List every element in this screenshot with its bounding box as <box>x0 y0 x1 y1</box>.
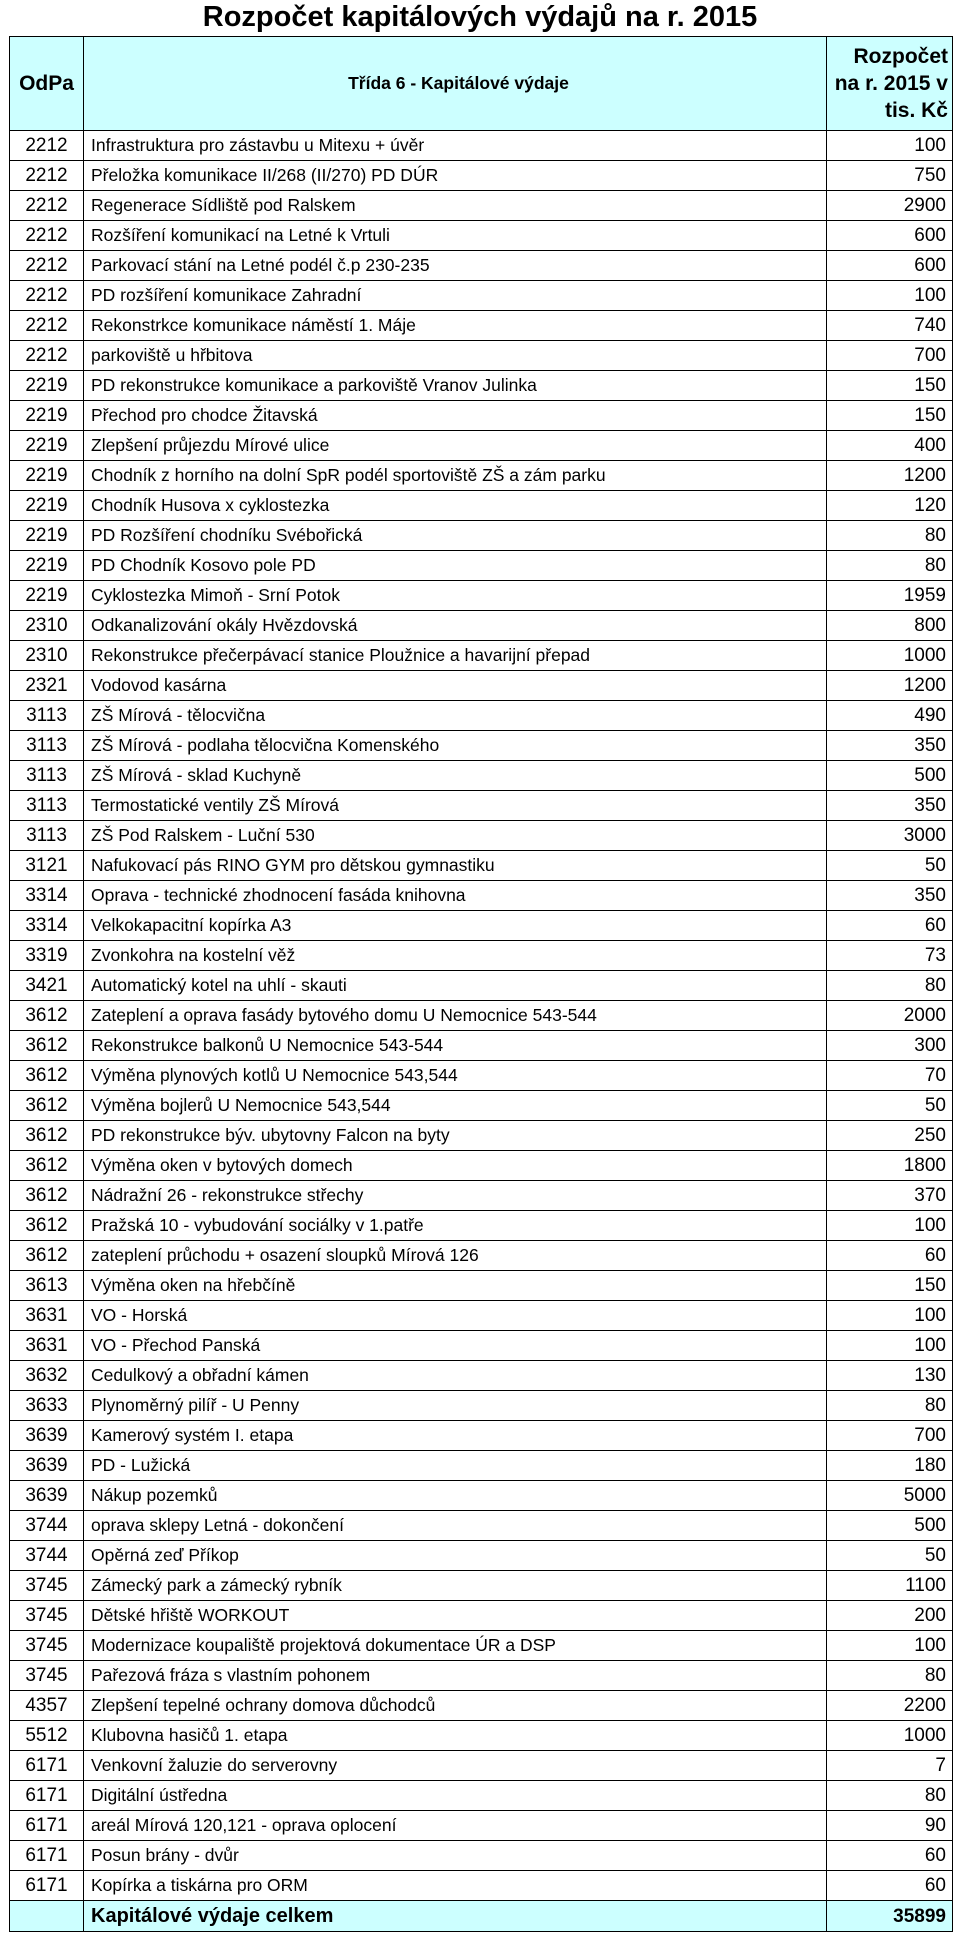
item-name-cell: ZŠ Mírová - sklad Kuchyně <box>84 761 827 791</box>
table-row <box>10 521 953 551</box>
amount-cell: 70 <box>827 1061 953 1091</box>
table-row <box>10 311 953 341</box>
item-name-cell: Rekonstrkce komunikace náměstí 1. Máje <box>84 311 827 341</box>
table-row <box>10 941 953 971</box>
item-name-cell: Zámecký park a zámecký rybník <box>84 1571 827 1601</box>
table-row <box>10 1421 953 1451</box>
amount-cell: 700 <box>827 1421 953 1451</box>
table-row <box>10 1871 953 1901</box>
table-row <box>10 551 953 581</box>
odpa-cell: 2219 <box>10 371 84 401</box>
odpa-cell: 2219 <box>10 521 84 551</box>
amount-cell: 100 <box>827 131 953 161</box>
item-name-cell: Rozšíření komunikací na Letné k Vrtuli <box>84 221 827 251</box>
table-row <box>10 1181 953 1211</box>
table-row <box>10 1031 953 1061</box>
table-row <box>10 341 953 371</box>
item-name-cell: Parkovací stání na Letné podél č.p 230-235 <box>84 251 827 281</box>
amount-cell: 5000 <box>827 1481 953 1511</box>
odpa-cell: 3612 <box>10 1151 84 1181</box>
table-row <box>10 821 953 851</box>
item-name-cell: ZŠ Mírová - tělocvična <box>84 701 827 731</box>
table-row <box>10 251 953 281</box>
item-name-cell: Výměna oken na hřebčíně <box>84 1271 827 1301</box>
odpa-cell: 3421 <box>10 971 84 1001</box>
odpa-cell: 3633 <box>10 1391 84 1421</box>
table-header <box>10 37 953 131</box>
amount-cell: 90 <box>827 1811 953 1841</box>
odpa-cell: 6171 <box>10 1781 84 1811</box>
table-row <box>10 1691 953 1721</box>
amount-cell: 1200 <box>827 671 953 701</box>
item-name-cell: Zlepšení průjezdu Mírové ulice <box>84 431 827 461</box>
odpa-cell: 3612 <box>10 1031 84 1061</box>
amount-cell: 150 <box>827 401 953 431</box>
amount-cell: 1000 <box>827 641 953 671</box>
table-row <box>10 1571 953 1601</box>
odpa-cell: 3612 <box>10 1001 84 1031</box>
item-name-cell: Termostatické ventily ZŠ Mírová <box>84 791 827 821</box>
item-name-cell: Zvonkohra na kostelní věž <box>84 941 827 971</box>
amount-cell: 250 <box>827 1121 953 1151</box>
table-row <box>10 1241 953 1271</box>
table-row <box>10 1451 953 1481</box>
table-row <box>10 671 953 701</box>
amount-cell: 800 <box>827 611 953 641</box>
item-name-cell: Výměna bojlerů U Nemocnice 543,544 <box>84 1091 827 1121</box>
header-row <box>10 37 953 131</box>
amount-cell: 2900 <box>827 191 953 221</box>
item-name-cell: Opěrná zeď Příkop <box>84 1541 827 1571</box>
table-row <box>10 1091 953 1121</box>
table-row <box>10 1271 953 1301</box>
table-row <box>10 1391 953 1421</box>
item-name-cell: zateplení průchodu + osazení sloupků Mírová 126 <box>84 1241 827 1271</box>
table-row <box>10 191 953 221</box>
amount-cell: 750 <box>827 161 953 191</box>
odpa-cell: 3314 <box>10 911 84 941</box>
item-name-cell: Posun brány - dvůr <box>84 1841 827 1871</box>
table-row <box>10 1781 953 1811</box>
odpa-cell: 3639 <box>10 1451 84 1481</box>
header-odpa: OdPa <box>10 37 84 131</box>
item-name-cell: Cedulkový a obřadní kámen <box>84 1361 827 1391</box>
odpa-cell: 2310 <box>10 641 84 671</box>
table-row <box>10 1661 953 1691</box>
item-name-cell: Přechod pro chodce Žitavská <box>84 401 827 431</box>
table-row <box>10 371 953 401</box>
item-name-cell: Regenerace Sídliště pod Ralskem <box>84 191 827 221</box>
item-name-cell: Rekonstrukce balkonů U Nemocnice 543-544 <box>84 1031 827 1061</box>
total-amount: 35899 <box>827 1901 953 1932</box>
table-row <box>10 1121 953 1151</box>
item-name-cell: Nákup pozemků <box>84 1481 827 1511</box>
item-name-cell: PD Chodník Kosovo pole PD <box>84 551 827 581</box>
odpa-cell: 2212 <box>10 311 84 341</box>
budget-table <box>9 36 953 1932</box>
amount-cell: 60 <box>827 1841 953 1871</box>
odpa-cell: 3631 <box>10 1301 84 1331</box>
odpa-cell: 3631 <box>10 1331 84 1361</box>
amount-cell: 1200 <box>827 461 953 491</box>
odpa-cell: 2219 <box>10 581 84 611</box>
item-name-cell: VO - Přechod Panská <box>84 1331 827 1361</box>
amount-cell: 600 <box>827 251 953 281</box>
item-name-cell: areál Mírová 120,121 - oprava oplocení <box>84 1811 827 1841</box>
amount-cell: 80 <box>827 1391 953 1421</box>
odpa-cell: 3744 <box>10 1541 84 1571</box>
amount-cell: 370 <box>827 1181 953 1211</box>
amount-cell: 490 <box>827 701 953 731</box>
table-row <box>10 281 953 311</box>
amount-cell: 2200 <box>827 1691 953 1721</box>
odpa-cell: 2212 <box>10 191 84 221</box>
amount-cell: 60 <box>827 1241 953 1271</box>
amount-cell: 1000 <box>827 1721 953 1751</box>
odpa-cell: 3639 <box>10 1481 84 1511</box>
item-name-cell: Odkanalizování okály Hvězdovská <box>84 611 827 641</box>
amount-cell: 150 <box>827 1271 953 1301</box>
amount-cell: 2000 <box>827 1001 953 1031</box>
odpa-cell: 2219 <box>10 491 84 521</box>
odpa-cell: 2219 <box>10 551 84 581</box>
header-class: Třída 6 - Kapitálové výdaje <box>84 37 827 131</box>
item-name-cell: Kopírka a tiskárna pro ORM <box>84 1871 827 1901</box>
odpa-cell: 3612 <box>10 1211 84 1241</box>
table-row <box>10 1541 953 1571</box>
amount-cell: 73 <box>827 941 953 971</box>
odpa-cell: 2219 <box>10 431 84 461</box>
table-row <box>10 1601 953 1631</box>
total-row <box>10 1901 953 1932</box>
amount-cell: 600 <box>827 221 953 251</box>
amount-cell: 740 <box>827 311 953 341</box>
odpa-cell: 2321 <box>10 671 84 701</box>
odpa-cell: 3745 <box>10 1661 84 1691</box>
table-row <box>10 1811 953 1841</box>
item-name-cell: PD - Lužická <box>84 1451 827 1481</box>
odpa-cell: 3744 <box>10 1511 84 1541</box>
odpa-cell: 2212 <box>10 221 84 251</box>
table-row <box>10 431 953 461</box>
table-row <box>10 221 953 251</box>
table-row <box>10 1481 953 1511</box>
item-name-cell: PD Rozšíření chodníku Svébořická <box>84 521 827 551</box>
item-name-cell: Dětské hřiště WORKOUT <box>84 1601 827 1631</box>
item-name-cell: Zateplení a oprava fasády bytového domu U Nemocnice 543-544 <box>84 1001 827 1031</box>
item-name-cell: VO - Horská <box>84 1301 827 1331</box>
item-name-cell: Venkovní žaluzie do serverovny <box>84 1751 827 1781</box>
item-name-cell: PD rekonstrukce býv. ubytovny Falcon na byty <box>84 1121 827 1151</box>
amount-cell: 80 <box>827 1781 953 1811</box>
amount-cell: 80 <box>827 521 953 551</box>
item-name-cell: Nafukovací pás RINO GYM pro dětskou gymnastiku <box>84 851 827 881</box>
table-row <box>10 641 953 671</box>
amount-cell: 50 <box>827 1091 953 1121</box>
table-row <box>10 1301 953 1331</box>
table-footer <box>10 1901 953 1932</box>
odpa-cell: 4357 <box>10 1691 84 1721</box>
table-row <box>10 1751 953 1781</box>
odpa-cell: 3113 <box>10 701 84 731</box>
table-body <box>10 131 953 1901</box>
odpa-cell: 5512 <box>10 1721 84 1751</box>
odpa-cell: 3113 <box>10 821 84 851</box>
odpa-cell: 3121 <box>10 851 84 881</box>
table-row <box>10 1151 953 1181</box>
odpa-cell: 3745 <box>10 1631 84 1661</box>
odpa-cell: 3113 <box>10 731 84 761</box>
amount-cell: 180 <box>827 1451 953 1481</box>
odpa-cell: 3632 <box>10 1361 84 1391</box>
odpa-cell: 3319 <box>10 941 84 971</box>
item-name-cell: Chodník z horního na dolní SpR podél sportoviště ZŠ a zám parku <box>84 461 827 491</box>
amount-cell: 80 <box>827 1661 953 1691</box>
item-name-cell: Rekonstrukce přečerpávací stanice Ploužnice a havarijní přepad <box>84 641 827 671</box>
amount-cell: 120 <box>827 491 953 521</box>
item-name-cell: ZŠ Pod Ralskem - Luční 530 <box>84 821 827 851</box>
odpa-cell: 3113 <box>10 791 84 821</box>
item-name-cell: parkoviště u hřbitova <box>84 341 827 371</box>
odpa-cell: 2212 <box>10 341 84 371</box>
item-name-cell: Výměna oken v bytových domech <box>84 1151 827 1181</box>
item-name-cell: Vodovod kasárna <box>84 671 827 701</box>
item-name-cell: Pařezová fráza s vlastním pohonem <box>84 1661 827 1691</box>
amount-cell: 80 <box>827 551 953 581</box>
table-row <box>10 1721 953 1751</box>
amount-cell: 100 <box>827 281 953 311</box>
item-name-cell: oprava sklepy Letná - dokončení <box>84 1511 827 1541</box>
table-row <box>10 581 953 611</box>
table-row <box>10 731 953 761</box>
amount-cell: 1800 <box>827 1151 953 1181</box>
odpa-cell: 2219 <box>10 401 84 431</box>
item-name-cell: Klubovna hasičů 1. etapa <box>84 1721 827 1751</box>
total-label: Kapitálové výdaje celkem <box>84 1901 827 1932</box>
amount-cell: 100 <box>827 1301 953 1331</box>
amount-cell: 130 <box>827 1361 953 1391</box>
amount-cell: 100 <box>827 1211 953 1241</box>
amount-cell: 60 <box>827 1871 953 1901</box>
table-row <box>10 1631 953 1661</box>
odpa-cell: 6171 <box>10 1811 84 1841</box>
item-name-cell: ZŠ Mírová - podlaha tělocvična Komenského <box>84 731 827 761</box>
table-row <box>10 851 953 881</box>
table-row <box>10 1001 953 1031</box>
odpa-cell: 2212 <box>10 251 84 281</box>
item-name-cell: PD rozšíření komunikace Zahradní <box>84 281 827 311</box>
table-row <box>10 761 953 791</box>
item-name-cell: Výměna plynových kotlů U Nemocnice 543,544 <box>84 1061 827 1091</box>
amount-cell: 7 <box>827 1751 953 1781</box>
amount-cell: 1959 <box>827 581 953 611</box>
item-name-cell: Přeložka komunikace II/268 (II/270) PD DÚR <box>84 161 827 191</box>
odpa-cell: 2212 <box>10 161 84 191</box>
odpa-cell: 3745 <box>10 1601 84 1631</box>
odpa-cell: 6171 <box>10 1751 84 1781</box>
odpa-cell: 3613 <box>10 1271 84 1301</box>
odpa-cell: 3612 <box>10 1241 84 1271</box>
amount-cell: 700 <box>827 341 953 371</box>
amount-cell: 50 <box>827 851 953 881</box>
item-name-cell: Infrastruktura pro zástavbu u Mitexu + úvěr <box>84 131 827 161</box>
item-name-cell: Automatický kotel na uhlí - skauti <box>84 971 827 1001</box>
item-name-cell: Modernizace koupaliště projektová dokumentace ÚR a DSP <box>84 1631 827 1661</box>
item-name-cell: Velkokapacitní kopírka A3 <box>84 911 827 941</box>
odpa-cell: 3612 <box>10 1091 84 1121</box>
header-budget: Rozpočet na r. 2015 v tis. Kč <box>827 37 953 131</box>
item-name-cell: Oprava - technické zhodnocení fasáda knihovna <box>84 881 827 911</box>
item-name-cell: Kamerový systém I. etapa <box>84 1421 827 1451</box>
odpa-cell: 3612 <box>10 1061 84 1091</box>
odpa-cell: 2219 <box>10 461 84 491</box>
table-row <box>10 401 953 431</box>
table-row <box>10 1361 953 1391</box>
amount-cell: 1100 <box>827 1571 953 1601</box>
table-row <box>10 161 953 191</box>
amount-cell: 400 <box>827 431 953 461</box>
table-row <box>10 971 953 1001</box>
page-title: Rozpočet kapitálových výdajů na r. 2015 <box>202 1 758 33</box>
table-row <box>10 131 953 161</box>
odpa-cell: 3612 <box>10 1121 84 1151</box>
item-name-cell: Chodník Husova x cyklostezka <box>84 491 827 521</box>
table-row <box>10 1061 953 1091</box>
table-row <box>10 791 953 821</box>
item-name-cell: Digitální ústředna <box>84 1781 827 1811</box>
amount-cell: 100 <box>827 1631 953 1661</box>
amount-cell: 200 <box>827 1601 953 1631</box>
table-row <box>10 1841 953 1871</box>
table-row <box>10 911 953 941</box>
odpa-cell: 3745 <box>10 1571 84 1601</box>
amount-cell: 350 <box>827 881 953 911</box>
amount-cell: 150 <box>827 371 953 401</box>
table-row <box>10 611 953 641</box>
odpa-cell: 3612 <box>10 1181 84 1211</box>
amount-cell: 350 <box>827 791 953 821</box>
item-name-cell: Nádražní 26 - rekonstrukce střechy <box>84 1181 827 1211</box>
amount-cell: 3000 <box>827 821 953 851</box>
odpa-cell: 3113 <box>10 761 84 791</box>
odpa-cell: 3314 <box>10 881 84 911</box>
table-row <box>10 1331 953 1361</box>
odpa-cell: 6171 <box>10 1871 84 1901</box>
odpa-cell: 6171 <box>10 1841 84 1871</box>
table-row <box>10 881 953 911</box>
table-row <box>10 1511 953 1541</box>
amount-cell: 500 <box>827 1511 953 1541</box>
total-odpa-cell <box>10 1901 84 1932</box>
item-name-cell: Plynoměrný pilíř - U Penny <box>84 1391 827 1421</box>
table-row <box>10 461 953 491</box>
odpa-cell: 2212 <box>10 131 84 161</box>
amount-cell: 350 <box>827 731 953 761</box>
odpa-cell: 2310 <box>10 611 84 641</box>
amount-cell: 50 <box>827 1541 953 1571</box>
amount-cell: 60 <box>827 911 953 941</box>
odpa-cell: 3639 <box>10 1421 84 1451</box>
table-row <box>10 701 953 731</box>
amount-cell: 100 <box>827 1331 953 1361</box>
item-name-cell: PD rekonstrukce komunikace a parkoviště Vranov Julinka <box>84 371 827 401</box>
odpa-cell: 2212 <box>10 281 84 311</box>
table-row <box>10 491 953 521</box>
item-name-cell: Zlepšení tepelné ochrany domova důchodců <box>84 1691 827 1721</box>
amount-cell: 80 <box>827 971 953 1001</box>
item-name-cell: Pražská 10 - vybudování sociálky v 1.patře <box>84 1211 827 1241</box>
amount-cell: 500 <box>827 761 953 791</box>
amount-cell: 300 <box>827 1031 953 1061</box>
table-row <box>10 1211 953 1241</box>
item-name-cell: Cyklostezka Mimoň - Srní Potok <box>84 581 827 611</box>
